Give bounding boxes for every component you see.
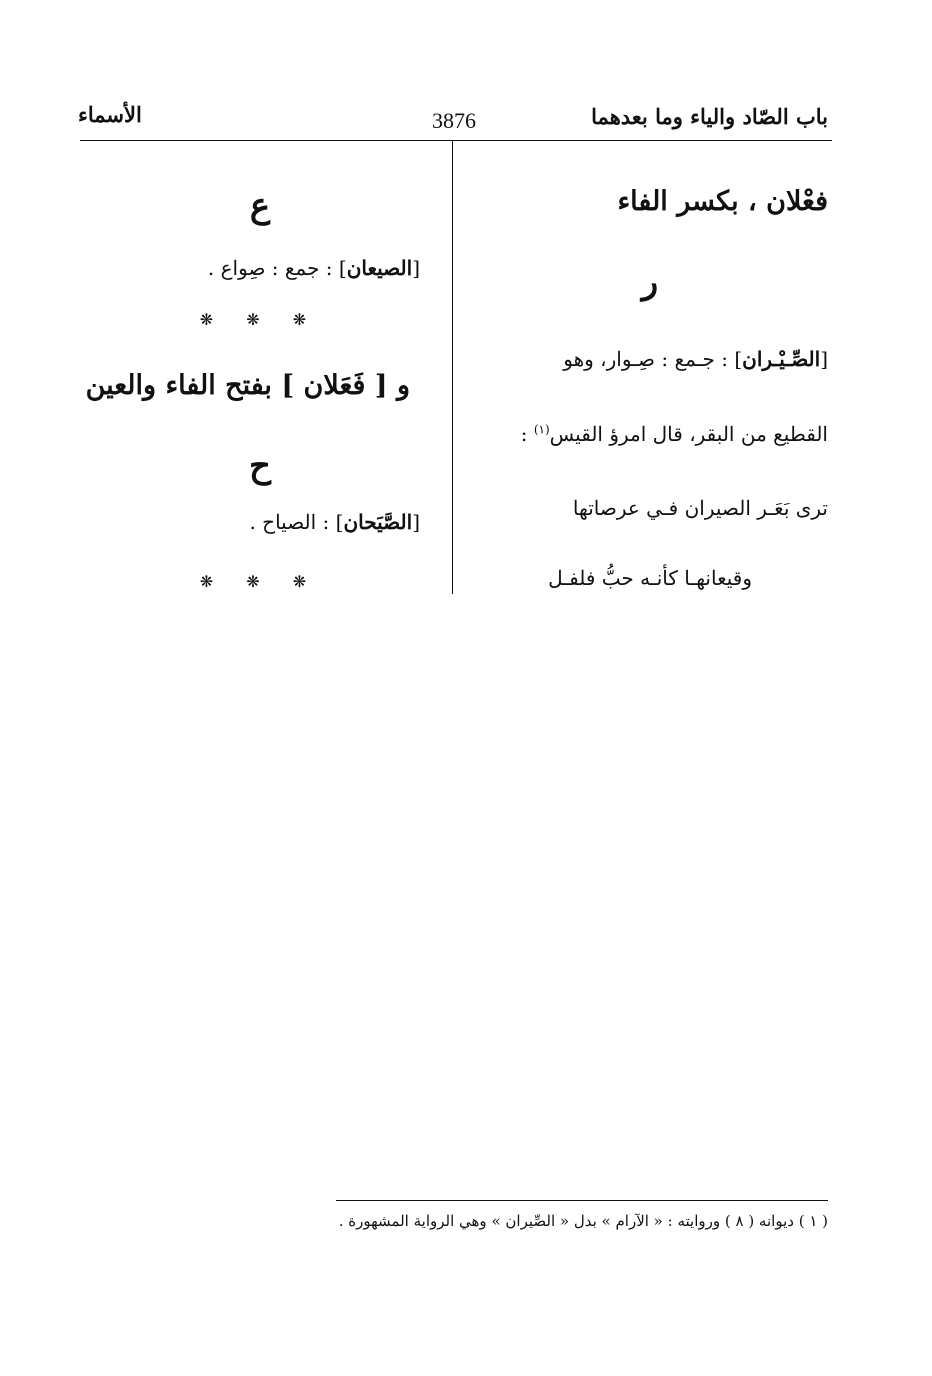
footnote-ref: (١) — [533, 422, 550, 437]
heading-term: فَعَلان — [303, 370, 366, 401]
header-rule — [80, 140, 832, 141]
entry-definition: : جمع : صِواع . — [207, 256, 339, 280]
chapter-title: باب الصّاد والياء وما بعدهما — [591, 104, 828, 129]
right-heading: فعْلان ، بكسر الفاء — [617, 186, 828, 217]
right-letter: ر — [641, 262, 659, 302]
separator-stars: ❋ ❋ ❋ — [199, 572, 321, 591]
entry-term: الصيعان — [346, 256, 413, 280]
footnote: ( ١ ) ديوانه ( ٨ ) وروايته : « الآرام » بدل « الصِّيران » وهي الرواية المشهورة . — [338, 1212, 828, 1230]
entry-sayran: [الصِّـيْـران] : جـمع : صِـوار، وهو — [563, 347, 828, 371]
entry-term: الصِّـيْـران — [742, 347, 821, 371]
entry-sayan: [الصيعان] : جمع : صِواع . — [207, 256, 420, 280]
page-number: 3876 — [432, 108, 476, 133]
entry-text: القطيع من البقر، قال امرؤ القيس — [549, 422, 828, 446]
section-name: الأسماء — [78, 102, 142, 127]
entry-term: الصَّيَحان — [343, 510, 413, 534]
verse-line-1: ترى بَعَـر الصيران فـي عرصاتها — [572, 496, 828, 520]
separator-stars: ❋ ❋ ❋ — [199, 310, 321, 329]
left-letter-ha: ح — [249, 446, 271, 486]
entry-sayahan: [الصَّيَحان] : الصياح . — [249, 510, 420, 534]
entry-definition: : الصياح . — [249, 510, 336, 534]
column-divider — [452, 140, 453, 594]
left-letter-ain: ع — [249, 186, 271, 226]
heading-prefix: و [ — [365, 370, 410, 401]
entry-definition: : جـمع : صِـوار، وهو — [563, 347, 735, 371]
entry-colon: : — [520, 422, 534, 446]
entry-sayran-line2 — [464, 422, 828, 446]
verse-line-2: وقيعانهـا كأنـه حبُّ فلفـل — [548, 566, 752, 590]
footnote-rule — [336, 1200, 828, 1201]
left-heading — [80, 370, 410, 401]
heading-suffix: ] بفتح الفاء والعين — [85, 370, 304, 401]
